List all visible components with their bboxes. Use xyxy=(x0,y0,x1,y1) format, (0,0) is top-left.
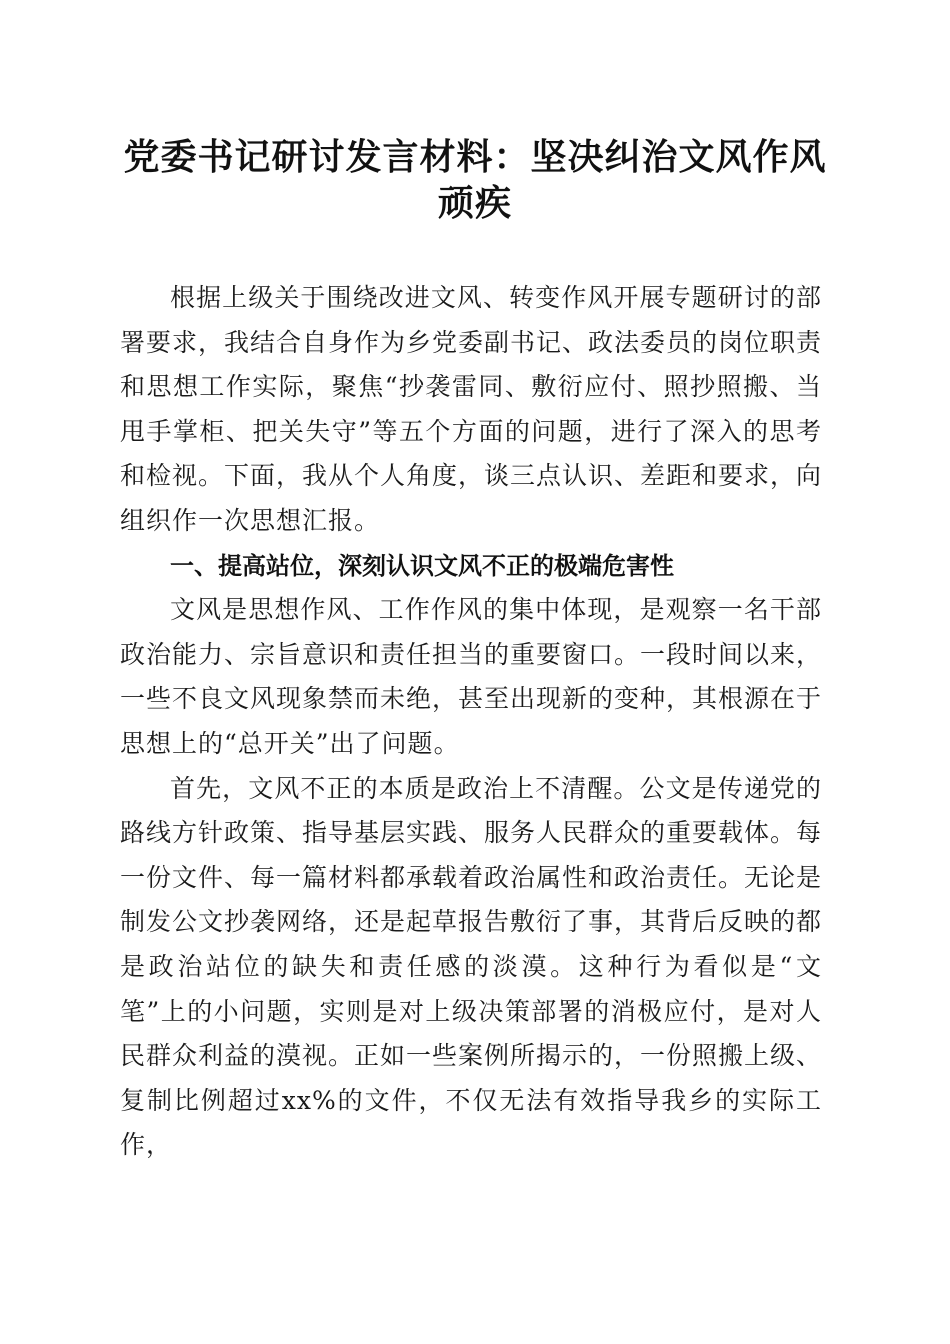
section-1-paragraph-1: 文风是思想作风、工作作风的集中体现，是观察一名干部政治能力、宗旨意识和责任担当的重要窗口。一段时间以来，一些不良文风现象禁而未绝，甚至出现新的变种，其根源在于思想上的“总开关”出了问题。 xyxy=(120,595,823,758)
document-body xyxy=(120,276,822,1168)
intro-paragraph: 根据上级关于围绕改进文风、转变作风开展专题研讨的部署要求，我结合自身作为乡党委副书记、政法委员的岗位职责和思想工作实际，聚焦“抄袭雷同、敷衍应付、照抄照搬、当甩手掌柜、把关失守”等五个方面的问题，进行了深入的思考和检视。下面，我从个人角度，谈三点认识、差距和要求，向组织作一次思想汇报。 xyxy=(120,283,823,535)
section-1-paragraph-2: 首先，文风不正的本质是政治上不清醒。公文是传递党的路线方针政策、指导基层实践、服务人民群众的重要载体。每一份文件、每一篇材料都承载着政治属性和政治责任。无论是制发公文抄袭网络，还是起草报告敷衍了事，其背后反映的都是政治站位的缺失和责任感的淡漠。这种行为看似是“文笔”上的小问题，实则是对上级决策部署的消极应付，是对人民群众利益的漠视。正如一些案例所揭示的，一份照搬上级、复制比例超过xx%的文件，不仅无法有效指导我乡的实际工作， xyxy=(120,773,823,1160)
document-title: 党委书记研讨发言材料：坚决纠治文风作风顽疾 xyxy=(123,136,827,224)
section-heading-1: 一、提高站位，深刻认识文风不正的极端危害性 xyxy=(170,551,674,580)
